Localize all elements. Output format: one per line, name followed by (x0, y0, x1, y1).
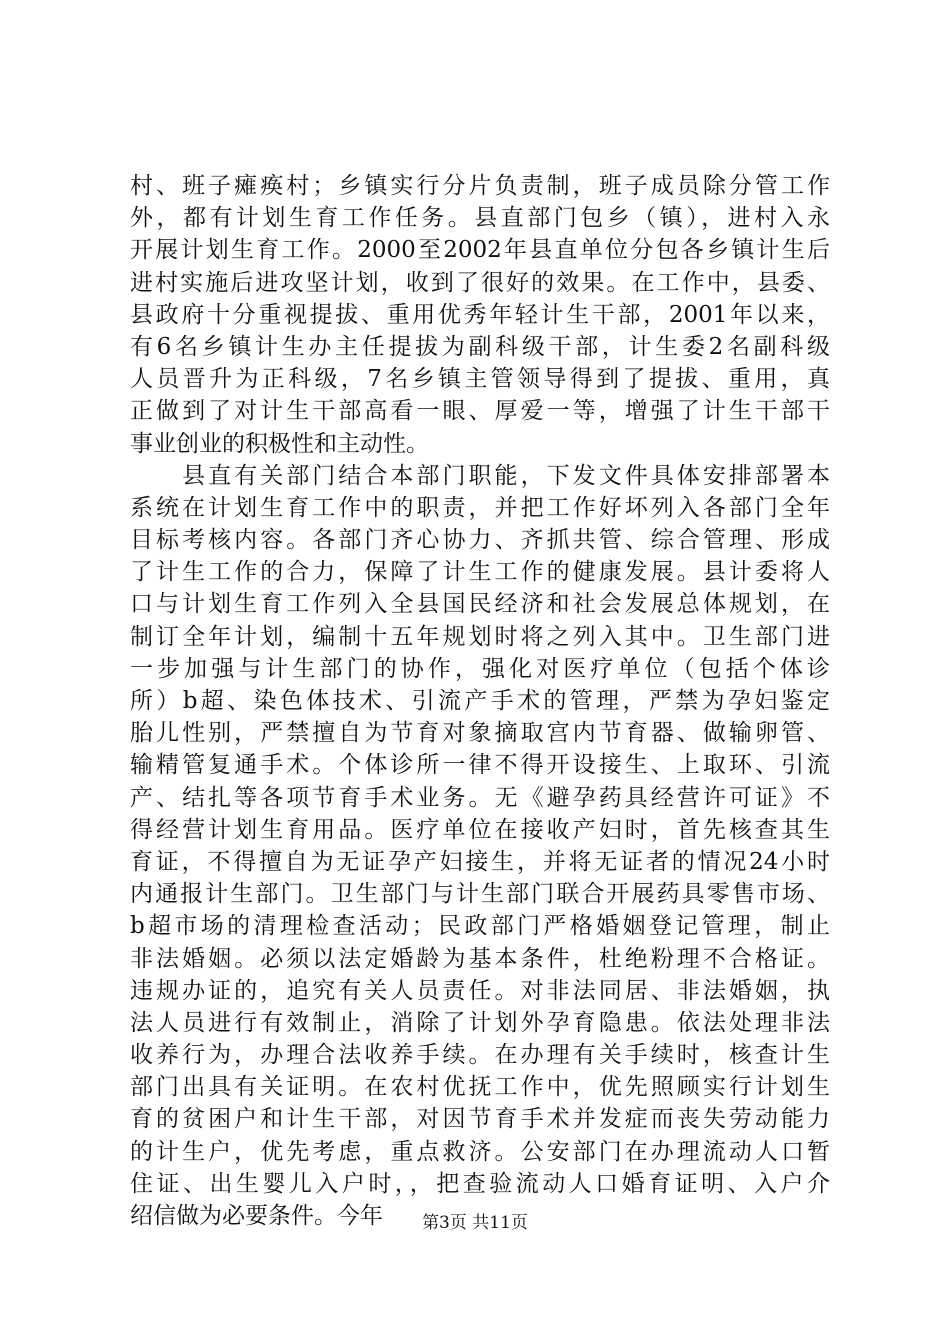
text-line: 县政府十分重视提拔、重用优秀年轻计生干部，2001年以来， (130, 301, 830, 328)
page-footer: 第3页 共11页 (422, 1213, 528, 1233)
text-line: 目标考核内容。各部门齐心协力、齐抓共管、综合管理、形成 (130, 527, 830, 554)
text-line: 有6名乡镇计生办主任提拔为副科级干部，计生委2名副科级 (130, 333, 830, 360)
text-line: 制订全年计划，编制十五年规划时将之列入其中。卫生部门进 (130, 623, 830, 650)
text-line: 人员晋升为正科级，7名乡镇主管领导得到了提拔、重用，真 (130, 366, 830, 393)
text-line: 外，都有计划生育工作任务。县直部门包乡（镇），进村入永 (130, 205, 830, 232)
text-line: 违规办证的，追究有关人员责任。对非法同居、非法婚姻，执 (130, 977, 830, 1004)
text-line: 胎儿性别，严禁擅自为节育对象摘取宫内节育器、做输卵管、 (130, 720, 830, 747)
text-line: 住证、出生婴儿入户时，，把查验流动人口婚育证明、入户介 (130, 1170, 830, 1197)
text-line: 事业创业的积极性和主动性。 (130, 430, 429, 457)
text-line: 内通报计生部门。卫生部门与计生部门联合开展药具零售市场、 (130, 881, 830, 908)
text-line: 开展计划生育工作。2000至2002年县直单位分包各乡镇计生后 (130, 237, 830, 264)
text-line: 系统在计划生育工作中的职责，并把工作好坏列入各部门全年 (130, 494, 830, 521)
text-line: 了计生工作的合力，保障了计生工作的健康发展。县计委将人 (130, 559, 830, 586)
text-line: 县直有关部门结合本部门职能，下发文件具体安排部署本 (130, 462, 830, 489)
text-line: 育的贫困户和计生干部，对因节育手术并发症而丧失劳动能力 (130, 1106, 830, 1133)
text-line: 法人员进行有效制止，消除了计划外孕育隐患。依法处理非法 (130, 1009, 830, 1036)
text-line: 的计生户，优先考虑，重点救济。公安部门在办理流动人口暂 (130, 1138, 830, 1165)
text-line: 口与计划生育工作列入全县国民经济和社会发展总体规划，在 (130, 591, 830, 618)
text-line: 得经营计划生育用品。医疗单位在接收产妇时，首先核查其生 (130, 816, 830, 843)
text-line: 所）b超、染色体技术、引流产手术的管理，严禁为孕妇鉴定 (130, 688, 830, 714)
text-line: 输精管复通手术。个体诊所一律不得开设接生、上取环、引流 (130, 752, 830, 779)
text-line: 进村实施后进攻坚计划，收到了很好的效果。在工作中，县委、 (130, 269, 830, 296)
document-body (130, 170, 830, 1232)
text-line: 产、结扎等各项节育手术业务。无《避孕药具经营许可证》不 (130, 784, 830, 811)
text-line: 部门出具有关证明。在农村优抚工作中，优先照顾实行计划生 (130, 1074, 830, 1101)
text-line: 正做到了对计生干部高看一眼、厚爱一等，增强了计生干部干 (130, 398, 830, 425)
text-line: 非法婚姻。必须以法定婚龄为基本条件，杜绝粉理不合格证。 (130, 945, 830, 972)
text-line: 育证，不得擅自为无证孕产妇接生，并将无证者的情况24小时 (130, 848, 830, 875)
text-line: 一步加强与计生部门的协作，强化对医疗单位（包括个体诊 (130, 655, 830, 682)
text-line: 绍信做为必要条件。今年 (130, 1203, 383, 1229)
text-line: 村、班子瘫痪村；乡镇实行分片负责制，班子成员除分管工作 (130, 173, 830, 199)
text-line: 收养行为，办理合法收养手续。在办理有关手续时，核查计生 (130, 1042, 830, 1069)
text-line: b超市场的清理检查活动；民政部门严格婚姻登记管理，制止 (130, 913, 830, 940)
